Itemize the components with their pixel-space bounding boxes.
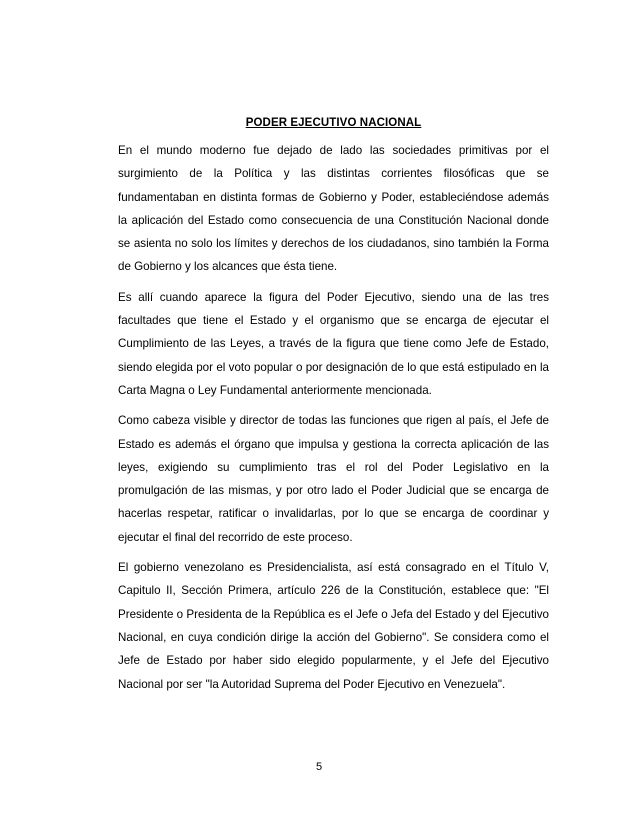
paragraph-3: Como cabeza visible y director de todas las funciones que rigen al país, el Jefe de Estado es además el órgano que impulsa y gestiona la correcta aplicación de las leyes, exigiendo su cumplimiento tras el rol del Poder Legislativo en la promulgación de las mismas, y por otro lado el Poder Judicial que se encarga de hacerlas respetar, ratificar o invalidarlas, por lo que se encarga de coordinar y ejecutar el final del recorrido de este proceso.	[118, 414, 549, 544]
paragraph-2: Es allí cuando aparece la figura del Poder Ejecutivo, siendo una de las tres facultades que tiene el Estado y el organismo que se encarga de ejecutar el Cumplimiento de las Leyes, a través de la figura que tiene como Jefe de Estado, siendo elegida por el voto popular o por designación de lo que está estipulado en la Carta Magna o Ley Fundamental anteriormente mencionada.	[118, 290, 549, 397]
page-content	[118, 116, 549, 703]
paragraph-4: El gobierno venezolano es Presidencialista, así está consagrado en el Título V, Capitulo II, Sección Primera, artículo 226 de la Constitución, establece que: "El Presidente o Presidenta de la República es el Jefe o Jefa del Estado y del Ejecutivo Nacional, en cuya condición dirige la acción del Gobierno". Se considera como el Jefe de Estado por haber sido elegido popularmente, y el Jefe del Ejecutivo Nacional por ser "la Autoridad Suprema del Poder Ejecutivo en Venezuela".	[118, 561, 549, 691]
page-number: 5	[315, 761, 323, 773]
paragraph-1: En el mundo moderno fue dejado de lado las sociedades primitivas por el surgimiento de la Política y las distintas corrientes filosóficas que se fundamentaban en distinta formas de Gobierno y Poder, estableciéndose además la aplicación del Estado como consecuencia de una Constitución Nacional donde se asienta no solo los límites y derechos de los ciudadanos, sino también la Forma de Gobierno y los alcances que ésta tiene.	[118, 144, 549, 274]
page-title: PODER EJECUTIVO NACIONAL	[245, 117, 422, 129]
